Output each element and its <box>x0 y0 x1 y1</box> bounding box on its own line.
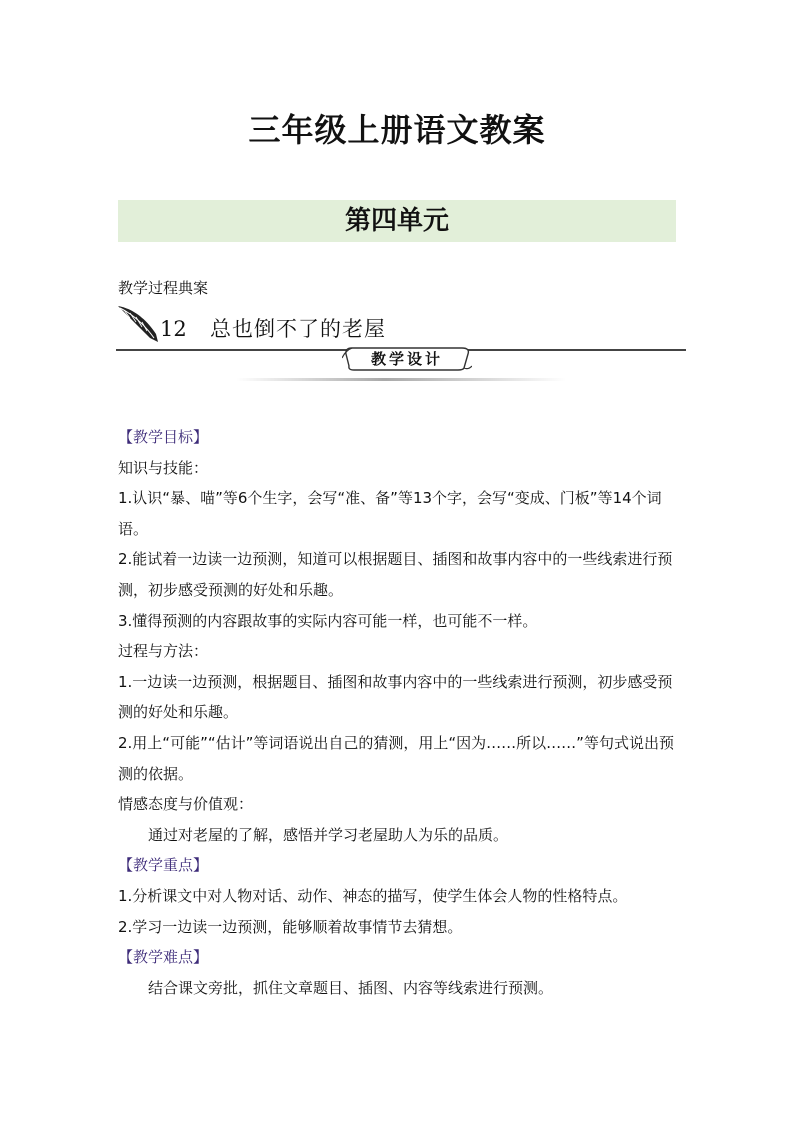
unit-heading: 第四单元 <box>118 200 676 242</box>
key-point-item-1: 1.分析课文中对人物对话、动作、神态的描写，使学生体会人物的性格特点。 <box>118 886 628 905</box>
knowledge-item-2: 2.能试着一边读一边预测，知道可以根据题目、插图和故事内容中的一些线索进行预测，初步感受预测的好处和乐趣。 <box>118 550 673 599</box>
objectives-heading: 【教学目标】 <box>118 428 209 446</box>
lesson-content <box>118 422 678 1003</box>
design-badge-label: 教学设计 <box>370 350 443 368</box>
document-title: 三年级上册语文教案 <box>248 111 546 149</box>
emotion-text: 通过对老屋的了解，感悟并学习老屋助人为乐的品质。 <box>148 825 509 844</box>
header-shadow-line <box>236 378 566 381</box>
lesson-number: 12 <box>160 317 187 341</box>
lesson-header <box>116 302 686 392</box>
emotion-heading: 情感态度与价值观： <box>118 795 254 814</box>
key-point-item-2: 2.学习一边读一边预测，能够顺着故事情节去猜想。 <box>118 917 463 936</box>
section-label: 教学过程典案 <box>118 279 209 297</box>
process-item-1: 1.一边读一边预测，根据题目、插图和故事内容中的一些线索进行预测，初步感受预测的好处和乐趣。 <box>118 672 673 722</box>
feather-icon <box>116 302 162 346</box>
knowledge-item-1: 1.认识“暴、喵”等6个生字，会写“准、备”等13个字，会写“变成、门板”等14个词语。 <box>118 489 662 538</box>
difficulties-heading: 【教学难点】 <box>118 948 209 967</box>
knowledge-item-3: 3.懂得预测的内容跟故事的实际内容可能一样，也可能不一样。 <box>118 611 538 630</box>
difficulties-text: 结合课文旁批，抓住文章题目、插图、内容等线索进行预测。 <box>148 978 554 997</box>
process-heading: 过程与方法： <box>118 642 209 661</box>
knowledge-heading: 知识与技能： <box>118 458 209 477</box>
design-badge <box>342 346 472 372</box>
key-points-heading: 【教学重点】 <box>118 856 209 875</box>
lesson-title: 总也倒不了的老屋 <box>210 317 386 341</box>
process-item-2: 2.用上“可能”“估计”等词语说出自己的猜测，用上“因为……所以……”等句式说出预测的依据。 <box>118 733 674 783</box>
